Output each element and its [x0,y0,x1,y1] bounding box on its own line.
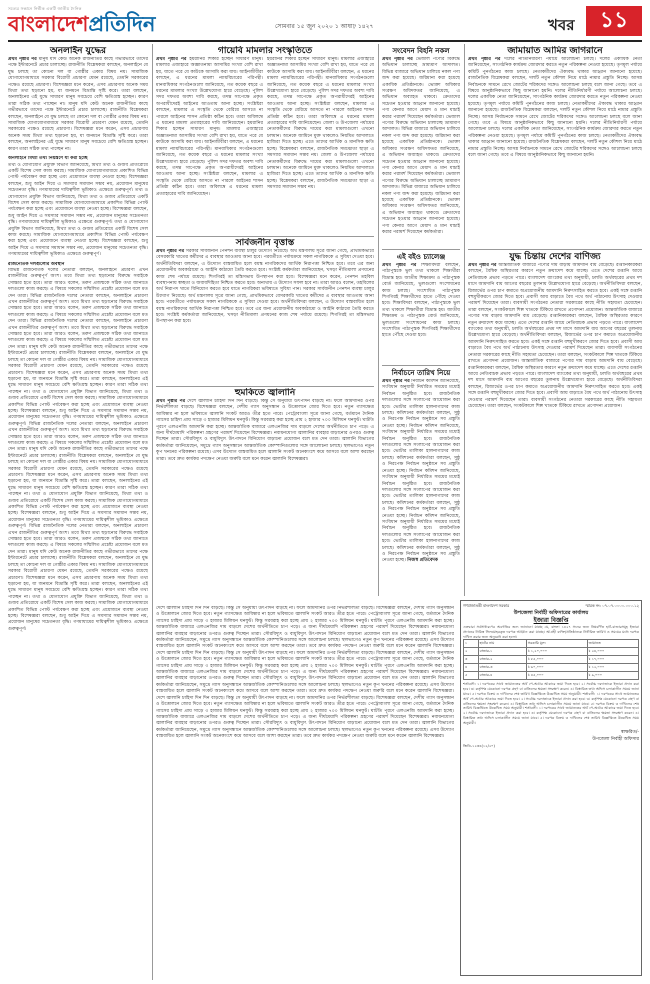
notice-table-row [464,672,639,680]
notice-table-cell: ৳ ৬০,০০০ [526,664,587,672]
government-notice-ad [460,600,642,976]
notice-table-cell: বাজার-২ [478,656,526,664]
notice-title: ইজারা বিজ্ঞপ্তি [533,617,569,624]
notice-table-row [464,664,639,672]
column-divider [152,44,153,980]
notice-table-cell: জামানত [587,640,638,648]
brand-part-b: প্রতিদিন [88,11,156,36]
notice-table-cell: বাজার-১ [478,648,526,656]
newspaper-logo[interactable] [8,13,155,35]
article-body: প্রথম পৃষ্ঠার পর মানুষ যদি কেউ অনেক রাজনীতির কাছে গভীরভাবে তাদের পক্ষে ইন্টারনেটে প্রচার চালাচ্ছে। রাজনীতি বিশ্লেষকরা বলছেন, অনলাইনে যে যুদ্ধ চলছে তা কোনো দল বা গোষ্ঠীর একার বিষয় নয়। সামাজিক যোগাযোগমাধ্যমে সরকার বিরোধী প্রচারণা যেমন রয়েছে, তেমনি সরকারের পক্ষেও রয়েছে প্রচারণা। বিশেষজ্ঞরা মনে করেন, এসব প্রচারণায় অনেক সময় মিথ্যা তথ্য ছড়ানো হয়, যা জনমনে বিভ্রান্তি সৃষ্টি করে। তারা বলছেন, অনলাইনের এই যুদ্ধে সাধারণ মানুষ সবচেয়ে বেশি ক্ষতিগ্রস্ত হচ্ছেন। কারণ তারা সঠিক তথ্য পাচ্ছেন না। মানুষ যদি কেউ অনেক রাজনীতির কাছে গভীরভাবে তাদের পক্ষে ইন্টারনেটে প্রচার চালাচ্ছে। রাজনীতি বিশ্লেষকরা বলছেন, অনলাইনে যে যুদ্ধ চলছে তা কোনো দল বা গোষ্ঠীর একার বিষয় নয়। সামাজিক যোগাযোগমাধ্যমে সরকার বিরোধী প্রচারণা যেমন রয়েছে, তেমনি সরকারের পক্ষেও রয়েছে প্রচারণা। বিশেষজ্ঞরা মনে করেন, এসব প্রচারণায় অনেক সময় মিথ্যা তথ্য ছড়ানো হয়, যা জনমনে বিভ্রান্তি সৃষ্টি করে। তারা বলছেন, অনলাইনের এই যুদ্ধে সাধারণ মানুষ সবচেয়ে বেশি ক্ষতিগ্রস্ত হচ্ছেন। কারণ তারা সঠিক তথ্য পাচ্ছেন না। [8,57,148,152]
notice-table-cell: ৳ ৯,০০০ [587,672,638,680]
column-divider [464,44,465,596]
notice-table-cell: ৳ ৪৫,০০০ [526,672,587,680]
notice-table-cell: ২ [464,648,479,656]
notice-table-cell: ৫ [464,672,479,680]
notice-table-cell: সরকারি মূল্য [526,640,587,648]
tagline: সত্যের সন্ধানে নির্ভীক একটি জাতীয় দৈনিক [8,6,82,11]
article-right [468,46,642,594]
notice-table-cell: ৳ ১২,০০০ [587,664,638,672]
article-body: প্রথম পৃষ্ঠার পর দেশে জ্বালানি চাহিদা দিন দিন বাড়ছে। কিন্তু সে অনুযায়ী উৎপাদন বাড়ছে না। ফলে আমদানির ওপর নির্ভরশীলতা বাড়ছে। বিশেষজ্ঞরা বলছেন, দেশীয় গ্যাস অনুসন্ধান ও উত্তোলনে জোর দিতে হবে। নতুন গ্যাসক্ষেত্র আবিষ্কার না হলে ভবিষ্যতে জ্বালানি সংকট আরও তীব্র হতে পারে। পেট্রোবাংলা সূত্রে জানা গেছে, বর্তমানে দৈনিক গ্যাসের চাহিদা প্রায় সাড়ে ৩ হাজার মিলিয়ন ঘনফুট। কিন্তু সরবরাহ করা হচ্ছে প্রায় ২ হাজার ৭০০ মিলিয়ন ঘনফুট। ঘাটতি পূরণে এলএনজি আমদানি করা হচ্ছে। আন্তর্জাতিক বাজারে এলএনজির দাম বাড়লে দেশের অর্থনীতিতে চাপ পড়ে। এ জন্য দীর্ঘমেয়াদি পরিকল্পনা গ্রহণের পরামর্শ দিয়েছেন বিশেষজ্ঞরা। নবায়নযোগ্য জ্বালানির ব্যবহার বাড়ানোর ওপরও গুরুত্ব দিচ্ছেন তারা। সৌরবিদ্যুৎ ও বায়ুবিদ্যুৎ উৎপাদনে বিনিয়োগ বাড়ানো প্রয়োজন বলে মত দেন তারা। জ্বালানি বিভাগের কর্মকর্তারা জানিয়েছেন, সমুদ্রে গ্যাস অনুসন্ধানে আন্তর্জাতিক কোম্পানিগুলোর সঙ্গে আলোচনা চলছে। স্থলভাগেও নতুন কূপ খননের পরিকল্পনা রয়েছে। এসব উদ্যোগ বাস্তবায়িত হলে জ্বালানি সংকট অনেকাংশে কমে আসবে বলে আশা করছেন তারা। তবে দ্রুত কার্যকর পদক্ষেপ নেওয়া জরুরি বলে মনে করেন জ্বালানি বিশেষজ্ঞরা। [156,399,374,462]
article-body: প্রথম পৃষ্ঠার পর সরকার সার্বজনীন পেনশন ব্যবস্থা চালুর উদ্যোগ নিয়েছে। অর্থ মন্ত্রণালয় সূত্রে জানা গেছে, প্রাথমিকভাবে বেসরকারি খাতের কর্মীদের এ ব্যবস্থার আওতায় আনা হবে। পরবর্তীতে পর্যায়ক্রমে সকল নাগরিককে এ সুবিধা দেওয়া হবে। অর্থনীতিবিদরা বলছেন, এ উদ্যোগ বাস্তবায়িত হলে বয়স্ক নাগরিকদের আর্থিক নিরাপত্তা নিশ্চিত হবে। তবে এর জন্য প্রয়োজনীয় অবকাঠামো ও আইনি কাঠামো তৈরি করতে হবে। সংশ্লিষ্ট কর্মকর্তারা জানিয়েছেন, খসড়া নীতিমালা প্রণয়নের কাজ শেষ পর্যায়ে রয়েছে। শিগগিরই তা মন্ত্রিসভায় উপস্থাপন করা হবে। বিশেষজ্ঞরা মনে করেন, পেনশন তহবিল ব্যবস্থাপনায় স্বচ্ছতা ও জবাবদিহিতা নিশ্চিত করতে হবে। অন্যথায় এ উদ্যোগ সফল হবে না। তারা আরও বলেন, তহবিলের অর্থ নিরাপদ খাতে বিনিয়োগ করতে হবে যাতে নাগরিকরা ভবিষ্যতে সুবিধা পান। সরকার সার্বজনীন পেনশন ব্যবস্থা চালুর উদ্যোগ নিয়েছে। অর্থ মন্ত্রণালয় সূত্রে জানা গেছে, প্রাথমিকভাবে বেসরকারি খাতের কর্মীদের এ ব্যবস্থার আওতায় আনা হবে। পরবর্তীতে পর্যায়ক্রমে সকল নাগরিককে এ সুবিধা দেওয়া হবে। অর্থনীতিবিদরা বলছেন, এ উদ্যোগ বাস্তবায়িত হলে বয়স্ক নাগরিকদের আর্থিক নিরাপত্তা নিশ্চিত হবে। তবে এর জন্য প্রয়োজনীয় অবকাঠামো ও আইনি কাঠামো তৈরি করতে হবে। সংশ্লিষ্ট কর্মকর্তারা জানিয়েছেন, খসড়া নীতিমালা প্রণয়নের কাজ শেষ পর্যায়ে রয়েছে। শিগগিরই তা মন্ত্রিসভায় উপস্থাপন করা হবে। [156,249,374,325]
article-body: তথ্য ও যোগাযোগ প্রযুক্তি বিভাগ জানিয়েছে, মিথ্যা তথ্য ও গুজব প্রতিরোধে একটি বিশেষ সেল কাজ করছে। সামাজিক যোগাযোগমাধ্যমে প্রকাশিত বিভিন্ন পোস্ট পর্যবেক্ষণ করা হচ্ছে এবং প্রয়োজনে ব্যবস্থা নেওয়া হচ্ছে। বিশেষজ্ঞরা বলছেন, শুধু আইন দিয়ে এ সমস্যার সমাধান সম্ভব নয়, প্রয়োজন মানুষের সচেতনতা বৃদ্ধি। গণমাধ্যমের দায়িত্বশীল ভূমিকাও এক্ষেত্রে গুরুত্বপূর্ণ। তথ্য ও যোগাযোগ প্রযুক্তি বিভাগ জানিয়েছে, মিথ্যা তথ্য ও গুজব প্রতিরোধে একটি বিশেষ সেল কাজ করছে। সামাজিক যোগাযোগমাধ্যমে প্রকাশিত বিভিন্ন পোস্ট পর্যবেক্ষণ করা হচ্ছে এবং প্রয়োজনে ব্যবস্থা নেওয়া হচ্ছে। বিশেষজ্ঞরা বলছেন, শুধু আইন দিয়ে এ সমস্যার সমাধান সম্ভব নয়, প্রয়োজন মানুষের সচেতনতা বৃদ্ধি। গণমাধ্যমের দায়িত্বশীল ভূমিকাও এক্ষেত্রে গুরুত্বপূর্ণ। তথ্য ও যোগাযোগ প্রযুক্তি বিভাগ জানিয়েছে, মিথ্যা তথ্য ও গুজব প্রতিরোধে একটি বিশেষ সেল কাজ করছে। সামাজিক যোগাযোগমাধ্যমে প্রকাশিত বিভিন্ন পোস্ট পর্যবেক্ষণ করা হচ্ছে এবং প্রয়োজনে ব্যবস্থা নেওয়া হচ্ছে। বিশেষজ্ঞরা বলছেন, শুধু আইন দিয়ে এ সমস্যার সমাধান সম্ভব নয়, প্রয়োজন মানুষের সচেতনতা বৃদ্ধি। গণমাধ্যমের দায়িত্বশীল ভূমিকাও এক্ষেত্রে গুরুত্বপূর্ণ। [8,162,148,258]
article-body: হয়রানির শিকার হচ্ছেন সাধারণ মানুষ। মামলার এজাহারে অজ্ঞাতনামা আসামির সংখ্যা বেশি রাখা হয়, যাতে পরে যে কাউকে আসামি করা যায়। আইনজীবীরা বলছেন, এ ধরনের মামলা ন্যায়বিচারের পরিপন্থী। মানবাধিকার সংগঠনগুলো জানিয়েছে, গত কয়েক বছরে এ ধরনের মামলার সংখ্যা উল্লেখযোগ্য হারে বেড়েছে। পুলিশ সদর দফতর অবশ্য দাবি করছে, তদন্ত সাপেক্ষে প্রকৃত অপরাধীদেরই আইনের আওতায় আনা হচ্ছে। সংশ্লিষ্টরা বলছেন, মামলার এ সংস্কৃতি থেকে বেরিয়ে আসতে না পারলে আইনের শাসন প্রতিষ্ঠা কঠিন হবে। তারা অবিলম্বে এ ধরনের মামলা প্রত্যাহারের দাবি জানিয়েছেন। জেলা ও উপজেলা পর্যায়ের নেতাকর্মীদের বিরুদ্ধে দায়ের করা মামলাগুলো এখনো চলমান। অনেকে জামিনে মুক্ত থাকলেও নিয়মিত আদালতে হাজিরা দিতে হচ্ছে। এতে তাদের আর্থিক ও মানসিক ক্ষতি হচ্ছে। বিশ্লেষকরা বলছেন, রাজনৈতিক সমঝোতা ছাড়া এ সমস্যার সমাধান সম্ভব নয়। জেলা ও উপজেলা পর্যায়ের নেতাকর্মীদের বিরুদ্ধে দায়ের করা মামলাগুলো এখনো চলমান। অনেকে জামিনে মুক্ত থাকলেও নিয়মিত আদালতে হাজিরা দিতে হচ্ছে। এতে তাদের আর্থিক ও মানসিক ক্ষতি হচ্ছে। বিশ্লেষকরা বলছেন, রাজনৈতিক সমঝোতা ছাড়া এ সমস্যার সমাধান সম্ভব নয়। [267,57,374,191]
article-left [8,46,148,978]
notice-table-cell: ৳ ১৭,০০০ [587,656,638,664]
section-divider [156,386,374,387]
article-mid-top [156,46,374,236]
article-subhead: অনলাইনে মিথ্যা তথ্য নিয়ন্ত্রণে যা করা হচ্ছে [8,156,88,162]
section-divider [468,249,642,250]
notice-table-cell: ৩ [464,656,479,664]
section-divider [382,365,460,366]
article-title[interactable]: হুমকিতে জ্বালানি [234,388,296,398]
notice-header-right: স্মারক নং: ০৭.০৭.০০০০.০০০.১২ [585,603,639,608]
notice-table [463,639,639,680]
article-body: প্রথম পৃষ্ঠার পর দলের নীতিনির্ধারণী পর্যায়ে আলোচনা চলছে। দলের একাধিক নেতা জানিয়েছেন, সাংগঠনিক কার্যক্রম জোরদার করতে নতুন পরিকল্পনা নেওয়া হয়েছে। তৃণমূল পর্যায়ে কমিটি পুনর্গঠনের কাজ চলছে। নেতাকর্মীদের ঐক্যবদ্ধ থাকার আহ্বান জানানো হয়েছে। রাজনৈতিক বিশ্লেষকরা বলছেন, দলটি নতুন কৌশল নিয়ে মাঠে নামার প্রস্তুতি নিচ্ছে। আসন্ন নির্বাচনকে সামনে রেখে জোটের শরিকদের সঙ্গেও আলোচনা চলছে বলে জানা গেছে। তবে এ বিষয়ে আনুষ্ঠানিকভাবে কিছু জানানো হয়নি। দলের নীতিনির্ধারণী পর্যায়ে আলোচনা চলছে। দলের একাধিক নেতা জানিয়েছেন, সাংগঠনিক কার্যক্রম জোরদার করতে নতুন পরিকল্পনা নেওয়া হয়েছে। তৃণমূল পর্যায়ে কমিটি পুনর্গঠনের কাজ চলছে। নেতাকর্মীদের ঐক্যবদ্ধ থাকার আহ্বান জানানো হয়েছে। রাজনৈতিক বিশ্লেষকরা বলছেন, দলটি নতুন কৌশল নিয়ে মাঠে নামার প্রস্তুতি নিচ্ছে। আসন্ন নির্বাচনকে সামনে রেখে জোটের শরিকদের সঙ্গেও আলোচনা চলছে বলে জানা গেছে। তবে এ বিষয়ে আনুষ্ঠানিকভাবে কিছু জানানো হয়নি। দলের নীতিনির্ধারণী পর্যায়ে আলোচনা চলছে। দলের একাধিক নেতা জানিয়েছেন, সাংগঠনিক কার্যক্রম জোরদার করতে নতুন পরিকল্পনা নেওয়া হয়েছে। তৃণমূল পর্যায়ে কমিটি পুনর্গঠনের কাজ চলছে। নেতাকর্মীদের ঐক্যবদ্ধ থাকার আহ্বান জানানো হয়েছে। রাজনৈতিক বিশ্লেষকরা বলছেন, দলটি নতুন কৌশল নিয়ে মাঠে নামার প্রস্তুতি নিচ্ছে। আসন্ন নির্বাচনকে সামনে রেখে জোটের শরিকদের সঙ্গেও আলোচনা চলছে বলে জানা গেছে। তবে এ বিষয়ে আনুষ্ঠানিকভাবে কিছু জানানো হয়নি। [468,57,642,159]
notice-org: উপজেলা নির্বাহী অফিসারের কার্যালয় [513,610,589,616]
notice-table-cell: হাটের নাম [478,640,526,648]
article-title[interactable]: সংবেদন বিহনি নকল [392,47,450,55]
notice-table-cell: ৳ ২৪,০০০ [587,648,638,656]
article-title[interactable]: জামায়াত আমির জাগরানে [507,46,603,56]
article-mid-mid [156,238,374,386]
article-title[interactable]: নির্বাচনে তারিখ নিয়ে [391,369,451,377]
notice-intro: এতদ্বারা সর্বসাধারণের অবগতির জন্য জানানো যাচ্ছে যে, বাংলা ১৪২৭ সনের জন্য নিম্নবর্ণিত হাট-বাজারসমূহ ইজারা প্রদানের নিমিত্ত সিলমোহরকৃত দরপত্র আহ্বান করা যাচ্ছে। আগ্রহী ব্যক্তি/প্রতিষ্ঠানকে নির্ধারিত তারিখ ও সময়ের মধ্যে দরপত্র দাখিল করার জন্য অনুরোধ করা হলো। [463,625,639,639]
article-body: প্রথম পৃষ্ঠার পর শিক্ষাবিদরা বলছেন, পাঠ্যপুস্তকে ভুল তথ্য থাকলে শিক্ষার্থীরা বিভ্রান্ত হয়। জাতীয় শিক্ষাক্রম ও পাঠ্যপুস্তক বোর্ড জানিয়েছে, ভুলগুলো সংশোধনের কাজ চলছে। সংশোধিত পাঠ্যপুস্তক শিগগিরই শিক্ষার্থীদের হাতে পৌঁছে দেওয়া হবে। শিক্ষাবিদরা বলছেন, পাঠ্যপুস্তকে ভুল তথ্য থাকলে শিক্ষার্থীরা বিভ্রান্ত হয়। জাতীয় শিক্ষাক্রম ও পাঠ্যপুস্তক বোর্ড জানিয়েছে, ভুলগুলো সংশোধনের কাজ চলছে। সংশোধিত পাঠ্যপুস্তক শিগগিরই শিক্ষার্থীদের হাতে পৌঁছে দেওয়া হবে। [382,263,460,339]
section-divider [156,236,374,237]
page-number: ১১ [586,6,642,36]
notice-ad-number: জিডি-১২৩৪(১২/২০) [463,743,495,748]
section-name: খবর [548,16,575,34]
article-body: বিভিন্ন রাজনৈতিক দলের নেতারা বলছেন, অনলাইনে প্রচারণা এখন রাজনীতির গুরুত্বপূর্ণ অংশ। তবে মিথ্যা তথ্য ছড়ানোর বিরুদ্ধে সবাইকে সোচ্চার হতে হবে। তারা আরও বলেন, তরুণ প্রজন্মকে সঠিক তথ্য জানাতে দলগুলো কাজ করছে। এ বিষয়ে সকলের সম্মিলিত প্রচেষ্টা প্রয়োজন বলে মত দেন তারা। বিভিন্ন রাজনৈতিক দলের নেতারা বলছেন, অনলাইনে প্রচারণা এখন রাজনীতির গুরুত্বপূর্ণ অংশ। তবে মিথ্যা তথ্য ছড়ানোর বিরুদ্ধে সবাইকে সোচ্চার হতে হবে। তারা আরও বলেন, তরুণ প্রজন্মকে সঠিক তথ্য জানাতে দলগুলো কাজ করছে। এ বিষয়ে সকলের সম্মিলিত প্রচেষ্টা প্রয়োজন বলে মত দেন তারা। বিভিন্ন রাজনৈতিক দলের নেতারা বলছেন, অনলাইনে প্রচারণা এখন রাজনীতির গুরুত্বপূর্ণ অংশ। তবে মিথ্যা তথ্য ছড়ানোর বিরুদ্ধে সবাইকে সোচ্চার হতে হবে। তারা আরও বলেন, তরুণ প্রজন্মকে সঠিক তথ্য জানাতে দলগুলো কাজ করছে। এ বিষয়ে সকলের সম্মিলিত প্রচেষ্টা প্রয়োজন বলে মত দেন তারা। মানুষ যদি কেউ অনেক রাজনীতির কাছে গভীরভাবে তাদের পক্ষে ইন্টারনেটে প্রচার চালাচ্ছে। রাজনীতি বিশ্লেষকরা বলছেন, অনলাইনে যে যুদ্ধ চলছে তা কোনো দল বা গোষ্ঠীর একার বিষয় নয়। সামাজিক যোগাযোগমাধ্যমে সরকার বিরোধী প্রচারণা যেমন রয়েছে, তেমনি সরকারের পক্ষেও রয়েছে প্রচারণা। বিশেষজ্ঞরা মনে করেন, এসব প্রচারণায় অনেক সময় মিথ্যা তথ্য ছড়ানো হয়, যা জনমনে বিভ্রান্তি সৃষ্টি করে। তারা বলছেন, অনলাইনের এই যুদ্ধে সাধারণ মানুষ সবচেয়ে বেশি ক্ষতিগ্রস্ত হচ্ছেন। কারণ তারা সঠিক তথ্য পাচ্ছেন না। তথ্য ও যোগাযোগ প্রযুক্তি বিভাগ জানিয়েছে, মিথ্যা তথ্য ও গুজব প্রতিরোধে একটি বিশেষ সেল কাজ করছে। সামাজিক যোগাযোগমাধ্যমে প্রকাশিত বিভিন্ন পোস্ট পর্যবেক্ষণ করা হচ্ছে এবং প্রয়োজনে ব্যবস্থা নেওয়া হচ্ছে। বিশেষজ্ঞরা বলছেন, শুধু আইন দিয়ে এ সমস্যার সমাধান সম্ভব নয়, প্রয়োজন মানুষের সচেতনতা বৃদ্ধি। গণমাধ্যমের দায়িত্বশীল ভূমিকাও এক্ষেত্রে গুরুত্বপূর্ণ। বিভিন্ন রাজনৈতিক দলের নেতারা বলছেন, অনলাইনে প্রচারণা এখন রাজনীতির গুরুত্বপূর্ণ অংশ। তবে মিথ্যা তথ্য ছড়ানোর বিরুদ্ধে সবাইকে সোচ্চার হতে হবে। তারা আরও বলেন, তরুণ প্রজন্মকে সঠিক তথ্য জানাতে দলগুলো কাজ করছে। এ বিষয়ে সকলের সম্মিলিত প্রচেষ্টা প্রয়োজন বলে মত দেন তারা। মানুষ যদি কেউ অনেক রাজনীতির কাছে গভীরভাবে তাদের পক্ষে ইন্টারনেটে প্রচার চালাচ্ছে। রাজনীতি বিশ্লেষকরা বলছেন, অনলাইনে যে যুদ্ধ চলছে তা কোনো দল বা গোষ্ঠীর একার বিষয় নয়। সামাজিক যোগাযোগমাধ্যমে সরকার বিরোধী প্রচারণা যেমন রয়েছে, তেমনি সরকারের পক্ষেও রয়েছে প্রচারণা। বিশেষজ্ঞরা মনে করেন, এসব প্রচারণায় অনেক সময় মিথ্যা তথ্য ছড়ানো হয়, যা জনমনে বিভ্রান্তি সৃষ্টি করে। তারা বলছেন, অনলাইনের এই যুদ্ধে সাধারণ মানুষ সবচেয়ে বেশি ক্ষতিগ্রস্ত হচ্ছেন। কারণ তারা সঠিক তথ্য পাচ্ছেন না। তথ্য ও যোগাযোগ প্রযুক্তি বিভাগ জানিয়েছে, মিথ্যা তথ্য ও গুজব প্রতিরোধে একটি বিশেষ সেল কাজ করছে। সামাজিক যোগাযোগমাধ্যমে প্রকাশিত বিভিন্ন পোস্ট পর্যবেক্ষণ করা হচ্ছে এবং প্রয়োজনে ব্যবস্থা নেওয়া হচ্ছে। বিশেষজ্ঞরা বলছেন, শুধু আইন দিয়ে এ সমস্যার সমাধান সম্ভব নয়, প্রয়োজন মানুষের সচেতনতা বৃদ্ধি। গণমাধ্যমের দায়িত্বশীল ভূমিকাও এক্ষেত্রে গুরুত্বপূর্ণ। বিভিন্ন রাজনৈতিক দলের নেতারা বলছেন, অনলাইনে প্রচারণা এখন রাজনীতির গুরুত্বপূর্ণ অংশ। তবে মিথ্যা তথ্য ছড়ানোর বিরুদ্ধে সবাইকে সোচ্চার হতে হবে। তারা আরও বলেন, তরুণ প্রজন্মকে সঠিক তথ্য জানাতে দলগুলো কাজ করছে। এ বিষয়ে সকলের সম্মিলিত প্রচেষ্টা প্রয়োজন বলে মত দেন তারা। মানুষ যদি কেউ অনেক রাজনীতির কাছে গভীরভাবে তাদের পক্ষে ইন্টারনেটে প্রচার চালাচ্ছে। রাজনীতি বিশ্লেষকরা বলছেন, অনলাইনে যে যুদ্ধ চলছে তা কোনো দল বা গোষ্ঠীর একার বিষয় নয়। সামাজিক যোগাযোগমাধ্যমে সরকার বিরোধী প্রচারণা যেমন রয়েছে, তেমনি সরকারের পক্ষেও রয়েছে প্রচারণা। বিশেষজ্ঞরা মনে করেন, এসব প্রচারণায় অনেক সময় মিথ্যা তথ্য ছড়ানো হয়, যা জনমনে বিভ্রান্তি সৃষ্টি করে। তারা বলছেন, অনলাইনের এই যুদ্ধে সাধারণ মানুষ সবচেয়ে বেশি ক্ষতিগ্রস্ত হচ্ছেন। কারণ তারা সঠিক তথ্য পাচ্ছেন না। তথ্য ও যোগাযোগ প্রযুক্তি বিভাগ জানিয়েছে, মিথ্যা তথ্য ও গুজব প্রতিরোধে একটি বিশেষ সেল কাজ করছে। সামাজিক যোগাযোগমাধ্যমে প্রকাশিত বিভিন্ন পোস্ট পর্যবেক্ষণ করা হচ্ছে এবং প্রয়োজনে ব্যবস্থা নেওয়া হচ্ছে। বিশেষজ্ঞরা বলছেন, শুধু আইন দিয়ে এ সমস্যার সমাধান সম্ভব নয়, প্রয়োজন মানুষের সচেতনতা বৃদ্ধি। গণমাধ্যমের দায়িত্বশীল ভূমিকাও এক্ষেত্রে গুরুত্বপূর্ণ। [8,268,148,632]
notice-table-cell: ৳ ৮৫,০০০ [526,656,587,664]
article-title[interactable]: যুদ্ধ চিন্তায় দেশের বাণিজ্য [509,252,601,262]
article-body: প্রথম পৃষ্ঠার পর আন্তর্জাতিক বাজারে পণ্যের দাম বাড়ায় আমদানি ব্যয় বেড়েছে। রপ্তানিকারকরা বলছেন, বৈশ্বিক অস্থিরতার কারণে নতুন ক্রয়াদেশ কমে যাচ্ছে। এতে দেশের রপ্তানি আয়ে নেতিবাচক প্রভাব পড়তে পারে। বাংলাদেশ ব্যাংকের তথ্য অনুযায়ী, চলতি অর্থবছরের প্রথম দশ মাসে আমদানি ব্যয় আগের বছরের তুলনায় উল্লেখযোগ্য হারে বেড়েছে। অর্থনীতিবিদরা বলছেন, রিজার্ভের ওপর চাপ কমাতে অপ্রয়োজনীয় আমদানি নিরুৎসাহিত করতে হবে। একই সঙ্গে রপ্তানি বহুমুখীকরণে জোর দিতে হবে। প্রবাসী আয় বাড়াতে বৈধ পথে অর্থ পাঠানোয় উৎসাহ দেওয়ার পরামর্শ দিয়েছেন তারা। ব্যবসায়ী সংগঠনের নেতারা সরকারের কাছে নীতি সহায়তা চেয়েছেন। তারা বলছেন, সংকটকালে শিল্প খাতকে টিকিয়ে রাখতে প্রণোদনা প্রয়োজন। আন্তর্জাতিক বাজারে পণ্যের দাম বাড়ায় আমদানি ব্যয় বেড়েছে। রপ্তানিকারকরা বলছেন, বৈশ্বিক অস্থিরতার কারণে নতুন ক্রয়াদেশ কমে যাচ্ছে। এতে দেশের রপ্তানি আয়ে নেতিবাচক প্রভাব পড়তে পারে। বাংলাদেশ ব্যাংকের তথ্য অনুযায়ী, চলতি অর্থবছরের প্রথম দশ মাসে আমদানি ব্যয় আগের বছরের তুলনায় উল্লেখযোগ্য হারে বেড়েছে। অর্থনীতিবিদরা বলছেন, রিজার্ভের ওপর চাপ কমাতে অপ্রয়োজনীয় আমদানি নিরুৎসাহিত করতে হবে। একই সঙ্গে রপ্তানি বহুমুখীকরণে জোর দিতে হবে। প্রবাসী আয় বাড়াতে বৈধ পথে অর্থ পাঠানোয় উৎসাহ দেওয়ার পরামর্শ দিয়েছেন তারা। ব্যবসায়ী সংগঠনের নেতারা সরকারের কাছে নীতি সহায়তা চেয়েছেন। তারা বলছেন, সংকটকালে শিল্প খাতকে টিকিয়ে রাখতে প্রণোদনা প্রয়োজন। আন্তর্জাতিক বাজারে পণ্যের দাম বাড়ায় আমদানি ব্যয় বেড়েছে। রপ্তানিকারকরা বলছেন, বৈশ্বিক অস্থিরতার কারণে নতুন ক্রয়াদেশ কমে যাচ্ছে। এতে দেশের রপ্তানি আয়ে নেতিবাচক প্রভাব পড়তে পারে। বাংলাদেশ ব্যাংকের তথ্য অনুযায়ী, চলতি অর্থবছরের প্রথম দশ মাসে আমদানি ব্যয় আগের বছরের তুলনায় উল্লেখযোগ্য হারে বেড়েছে। অর্থনীতিবিদরা বলছেন, রিজার্ভের ওপর চাপ কমাতে অপ্রয়োজনীয় আমদানি নিরুৎসাহিত করতে হবে। একই সঙ্গে রপ্তানি বহুমুখীকরণে জোর দিতে হবে। প্রবাসী আয় বাড়াতে বৈধ পথে অর্থ পাঠানোয় উৎসাহ দেওয়ার পরামর্শ দিয়েছেন তারা। ব্যবসায়ী সংগঠনের নেতারা সরকারের কাছে নীতি সহায়তা চেয়েছেন। তারা বলছেন, সংকটকালে শিল্প খাতকে টিকিয়ে রাখতে প্রণোদনা প্রয়োজন। [468,263,642,409]
article-title[interactable]: গায়েবি মামলার সংস্কৃতিতে [217,46,313,56]
notice-signature: স্বাক্ষরিত/- উপজেলা নির্বাহী অফিসার [592,729,639,742]
article-lead: প্রথম পৃষ্ঠার পর [8,57,37,62]
dateline: সোমবার ১৫ জুন ২০২০ ১ আষাঢ় ১৪২৭ [275,23,374,30]
article-body: প্রথম পৃষ্ঠার পর নির্বাচন কমিশন জানিয়েছে, সংবিধান অনুযায়ী নির্ধারিত সময়ের মধ্যেই নির্বাচন অনুষ্ঠিত হবে। রাজনৈতিক দলগুলোর সঙ্গে সংলাপের আয়োজন করা হবে। ভোটার তালিকা হালনাগাদের কাজ চলছে। কমিশনের কর্মকর্তারা বলছেন, সুষ্ঠু ও নিরপেক্ষ নির্বাচন অনুষ্ঠানে সব প্রস্তুতি নেওয়া হচ্ছে। নির্বাচন কমিশন জানিয়েছে, সংবিধান অনুযায়ী নির্ধারিত সময়ের মধ্যেই নির্বাচন অনুষ্ঠিত হবে। রাজনৈতিক দলগুলোর সঙ্গে সংলাপের আয়োজন করা হবে। ভোটার তালিকা হালনাগাদের কাজ চলছে। কমিশনের কর্মকর্তারা বলছেন, সুষ্ঠু ও নিরপেক্ষ নির্বাচন অনুষ্ঠানে সব প্রস্তুতি নেওয়া হচ্ছে। নির্বাচন কমিশন জানিয়েছে, সংবিধান অনুযায়ী নির্ধারিত সময়ের মধ্যেই নির্বাচন অনুষ্ঠিত হবে। রাজনৈতিক দলগুলোর সঙ্গে সংলাপের আয়োজন করা হবে। ভোটার তালিকা হালনাগাদের কাজ চলছে। কমিশনের কর্মকর্তারা বলছেন, সুষ্ঠু ও নিরপেক্ষ নির্বাচন অনুষ্ঠানে সব প্রস্তুতি নেওয়া হচ্ছে। নির্বাচন কমিশন জানিয়েছে, সংবিধান অনুযায়ী নির্ধারিত সময়ের মধ্যেই নির্বাচন অনুষ্ঠিত হবে। রাজনৈতিক দলগুলোর সঙ্গে সংলাপের আয়োজন করা হবে। ভোটার তালিকা হালনাগাদের কাজ চলছে। কমিশনের কর্মকর্তারা বলছেন, সুষ্ঠু ও নিরপেক্ষ নির্বাচন অনুষ্ঠানে সব প্রস্তুতি নেওয়া হচ্ছে। নিজস্ব প্রতিবেদক [382,379,460,564]
article-body: দেশে জ্বালানি চাহিদা দিন দিন বাড়ছে। কিন্তু সে অনুযায়ী উৎপাদন বাড়ছে না। ফলে আমদানির ওপর নির্ভরশীলতা বাড়ছে। বিশেষজ্ঞরা বলছেন, দেশীয় গ্যাস অনুসন্ধান ও উত্তোলনে জোর দিতে হবে। নতুন গ্যাসক্ষেত্র আবিষ্কার না হলে ভবিষ্যতে জ্বালানি সংকট আরও তীব্র হতে পারে। পেট্রোবাংলা সূত্রে জানা গেছে, বর্তমানে দৈনিক গ্যাসের চাহিদা প্রায় সাড়ে ৩ হাজার মিলিয়ন ঘনফুট। কিন্তু সরবরাহ করা হচ্ছে প্রায় ২ হাজার ৭০০ মিলিয়ন ঘনফুট। ঘাটতি পূরণে এলএনজি আমদানি করা হচ্ছে। আন্তর্জাতিক বাজারে এলএনজির দাম বাড়লে দেশের অর্থনীতিতে চাপ পড়ে। এ জন্য দীর্ঘমেয়াদি পরিকল্পনা গ্রহণের পরামর্শ দিয়েছেন বিশেষজ্ঞরা। নবায়নযোগ্য জ্বালানির ব্যবহার বাড়ানোর ওপরও গুরুত্ব দিচ্ছেন তারা। সৌরবিদ্যুৎ ও বায়ুবিদ্যুৎ উৎপাদনে বিনিয়োগ বাড়ানো প্রয়োজন বলে মত দেন তারা। জ্বালানি বিভাগের কর্মকর্তারা জানিয়েছেন, সমুদ্রে গ্যাস অনুসন্ধানে আন্তর্জাতিক কোম্পানিগুলোর সঙ্গে আলোচনা চলছে। স্থলভাগেও নতুন কূপ খননের পরিকল্পনা রয়েছে। এসব উদ্যোগ বাস্তবায়িত হলে জ্বালানি সংকট অনেকাংশে কমে আসবে বলে আশা করছেন তারা। তবে দ্রুত কার্যকর পদক্ষেপ নেওয়া জরুরি বলে মনে করেন জ্বালানি বিশেষজ্ঞরা। দেশে জ্বালানি চাহিদা দিন দিন বাড়ছে। কিন্তু সে অনুযায়ী উৎপাদন বাড়ছে না। ফলে আমদানির ওপর নির্ভরশীলতা বাড়ছে। বিশেষজ্ঞরা বলছেন, দেশীয় গ্যাস অনুসন্ধান ও উত্তোলনে জোর দিতে হবে। নতুন গ্যাসক্ষেত্র আবিষ্কার না হলে ভবিষ্যতে জ্বালানি সংকট আরও তীব্র হতে পারে। পেট্রোবাংলা সূত্রে জানা গেছে, বর্তমানে দৈনিক গ্যাসের চাহিদা প্রায় সাড়ে ৩ হাজার মিলিয়ন ঘনফুট। কিন্তু সরবরাহ করা হচ্ছে প্রায় ২ হাজার ৭০০ মিলিয়ন ঘনফুট। ঘাটতি পূরণে এলএনজি আমদানি করা হচ্ছে। আন্তর্জাতিক বাজারে এলএনজির দাম বাড়লে দেশের অর্থনীতিতে চাপ পড়ে। এ জন্য দীর্ঘমেয়াদি পরিকল্পনা গ্রহণের পরামর্শ দিয়েছেন বিশেষজ্ঞরা। নবায়নযোগ্য জ্বালানির ব্যবহার বাড়ানোর ওপরও গুরুত্ব দিচ্ছেন তারা। সৌরবিদ্যুৎ ও বায়ুবিদ্যুৎ উৎপাদনে বিনিয়োগ বাড়ানো প্রয়োজন বলে মত দেন তারা। জ্বালানি বিভাগের কর্মকর্তারা জানিয়েছেন, সমুদ্রে গ্যাস অনুসন্ধানে আন্তর্জাতিক কোম্পানিগুলোর সঙ্গে আলোচনা চলছে। স্থলভাগেও নতুন কূপ খননের পরিকল্পনা রয়েছে। এসব উদ্যোগ বাস্তবায়িত হলে জ্বালানি সংকট অনেকাংশে কমে আসবে বলে আশা করছেন তারা। তবে দ্রুত কার্যকর পদক্ষেপ নেওয়া জরুরি বলে মনে করেন জ্বালানি বিশেষজ্ঞরা। দেশে জ্বালানি চাহিদা দিন দিন বাড়ছে। কিন্তু সে অনুযায়ী উৎপাদন বাড়ছে না। ফলে আমদানির ওপর নির্ভরশীলতা বাড়ছে। বিশেষজ্ঞরা বলছেন, দেশীয় গ্যাস অনুসন্ধান ও উত্তোলনে জোর দিতে হবে। নতুন গ্যাসক্ষেত্র আবিষ্কার না হলে ভবিষ্যতে জ্বালানি সংকট আরও তীব্র হতে পারে। পেট্রোবাংলা সূত্রে জানা গেছে, বর্তমানে দৈনিক গ্যাসের চাহিদা প্রায় সাড়ে ৩ হাজার মিলিয়ন ঘনফুট। কিন্তু সরবরাহ করা হচ্ছে প্রায় ২ হাজার ৭০০ মিলিয়ন ঘনফুট। ঘাটতি পূরণে এলএনজি আমদানি করা হচ্ছে। আন্তর্জাতিক বাজারে এলএনজির দাম বাড়লে দেশের অর্থনীতিতে চাপ পড়ে। এ জন্য দীর্ঘমেয়াদি পরিকল্পনা গ্রহণের পরামর্শ দিয়েছেন বিশেষজ্ঞরা। নবায়নযোগ্য জ্বালানির ব্যবহার বাড়ানোর ওপরও গুরুত্ব দিচ্ছেন তারা। সৌরবিদ্যুৎ ও বায়ুবিদ্যুৎ উৎপাদনে বিনিয়োগ বাড়ানো প্রয়োজন বলে মত দেন তারা। জ্বালানি বিভাগের কর্মকর্তারা জানিয়েছেন, সমুদ্রে গ্যাস অনুসন্ধানে আন্তর্জাতিক কোম্পানিগুলোর সঙ্গে আলোচনা চলছে। স্থলভাগেও নতুন কূপ খননের পরিকল্পনা রয়েছে। এসব উদ্যোগ বাস্তবায়িত হলে জ্বালানি সংকট অনেকাংশে কমে আসবে বলে আশা করছেন তারা। তবে দ্রুত কার্যকর পদক্ষেপ নেওয়া জরুরি বলে মনে করেন জ্বালানি বিশেষজ্ঞরা। [156,606,454,740]
article-credit: নিজস্ব প্রতিবেদক [407,558,438,564]
section-divider [382,249,460,250]
notice-table-cell: ৳ ১,২০,০০০ [526,648,587,656]
notice-table-row [464,648,639,656]
notice-table-cell: বাজার-৪ [478,672,526,680]
article-narrow [382,46,460,594]
page-header [0,0,650,40]
notice-table-cell: ১ [464,640,479,648]
header-rule [8,40,642,42]
notice-table-row [464,656,639,664]
notice-table-row [464,640,639,648]
article-title[interactable]: অনলাইন যুদ্ধের [49,46,107,56]
brand-part-a: বাংলাদেশ [8,11,89,36]
notice-header-left: গণপ্রজাতন্ত্রী বাংলাদেশ সরকার [463,603,510,608]
article-body: প্রথম পৃষ্ঠার পর হয়রানির শিকার হচ্ছেন সাধারণ মানুষ। মামলার এজাহারে অজ্ঞাতনামা আসামির সংখ্যা বেশি রাখা হয়, যাতে পরে যে কাউকে আসামি করা যায়। আইনজীবীরা বলছেন, এ ধরনের মামলা ন্যায়বিচারের পরিপন্থী। মানবাধিকার সংগঠনগুলো জানিয়েছে, গত কয়েক বছরে এ ধরনের মামলার সংখ্যা উল্লেখযোগ্য হারে বেড়েছে। পুলিশ সদর দফতর অবশ্য দাবি করছে, তদন্ত সাপেক্ষে প্রকৃত অপরাধীদেরই আইনের আওতায় আনা হচ্ছে। সংশ্লিষ্টরা বলছেন, মামলার এ সংস্কৃতি থেকে বেরিয়ে আসতে না পারলে আইনের শাসন প্রতিষ্ঠা কঠিন হবে। তারা অবিলম্বে এ ধরনের মামলা প্রত্যাহারের দাবি জানিয়েছেন। হয়রানির শিকার হচ্ছেন সাধারণ মানুষ। মামলার এজাহারে অজ্ঞাতনামা আসামির সংখ্যা বেশি রাখা হয়, যাতে পরে যে কাউকে আসামি করা যায়। আইনজীবীরা বলছেন, এ ধরনের মামলা ন্যায়বিচারের পরিপন্থী। মানবাধিকার সংগঠনগুলো জানিয়েছে, গত কয়েক বছরে এ ধরনের মামলার সংখ্যা উল্লেখযোগ্য হারে বেড়েছে। পুলিশ সদর দফতর অবশ্য দাবি করছে, তদন্ত সাপেক্ষে প্রকৃত অপরাধীদেরই আইনের আওতায় আনা হচ্ছে। সংশ্লিষ্টরা বলছেন, মামলার এ সংস্কৃতি থেকে বেরিয়ে আসতে না পারলে আইনের শাসন প্রতিষ্ঠা কঠিন হবে। তারা অবিলম্বে এ ধরনের মামলা প্রত্যাহারের দাবি জানিয়েছেন। [156,57,263,197]
notice-terms: শর্তাবলী: ১। দরপত্রের সাথে জামানতের অর্থ পে-অর্ডার আকারে জমা দিতে হবে। ২। সর্বোচ্চ দরদাতাকে ইজারা প্রদান করা হবে। ৩। কর্তৃপক্ষ যেকোনো দরপত্র গ্রহণ বা বাতিলের ক্ষমতা সংরক্ষণ করেন। ৪। বিস্তারিত তথ্য অফিস চলাকালীন সময়ে জানা যাবে। ৫। দরপত্র বিক্রয় ও দাখিলের শেষ তারিখ বিজ্ঞপ্তিতে উল্লেখিত সময় অনুযায়ী। শর্তাবলী: ১। দরপত্রের সাথে জামানতের অর্থ পে-অর্ডার আকারে জমা দিতে হবে। ২। সর্বোচ্চ দরদাতাকে ইজারা প্রদান করা হবে। ৩। কর্তৃপক্ষ যেকোনো দরপত্র গ্রহণ বা বাতিলের ক্ষমতা সংরক্ষণ করেন। ৪। বিস্তারিত তথ্য অফিস চলাকালীন সময়ে জানা যাবে। ৫। দরপত্র বিক্রয় ও দাখিলের শেষ তারিখ বিজ্ঞপ্তিতে উল্লেখিত সময় অনুযায়ী। শর্তাবলী: ১। দরপত্রের সাথে জামানতের অর্থ পে-অর্ডার আকারে জমা দিতে হবে। ২। সর্বোচ্চ দরদাতাকে ইজারা প্রদান করা হবে। ৩। কর্তৃপক্ষ যেকোনো দরপত্র গ্রহণ বা বাতিলের ক্ষমতা সংরক্ষণ করেন। ৪। বিস্তারিত তথ্য অফিস চলাকালীন সময়ে জানা যাবে। ৫। দরপত্র বিক্রয় ও দাখিলের শেষ তারিখ বিজ্ঞপ্তিতে উল্লেখিত সময় অনুযায়ী। [463,682,639,725]
article-subhead: রাজনৈতিক দলগুলোর অবস্থান [8,261,65,267]
article-title[interactable]: সার্বজনীন বৃত্তাস্ত [235,238,295,248]
notice-table-cell: ৪ [464,664,479,672]
article-body: প্রথম পৃষ্ঠার পর ভেজাল পণ্যের বিরুদ্ধে অভিযান চালাচ্ছে ভ্রাম্যমাণ আদালত। বিভিন্ন বাজারে অভিযান চালিয়ে নকল পণ্য জব্দ করা হয়েছে। জরিমানা করা হয়েছে একাধিক প্রতিষ্ঠানকে। ভোক্তা অধিকার সংরক্ষণ অধিদফতর জানিয়েছে, এ অভিযান অব্যাহত থাকবে। ক্রেতাদের সচেতন হওয়ার আহ্বান জানানো হয়েছে। পণ্য কেনার আগে মেয়াদ ও মান যাচাই করার পরামর্শ দিয়েছেন কর্মকর্তারা। ভেজাল পণ্যের বিরুদ্ধে অভিযান চালাচ্ছে ভ্রাম্যমাণ আদালত। বিভিন্ন বাজারে অভিযান চালিয়ে নকল পণ্য জব্দ করা হয়েছে। জরিমানা করা হয়েছে একাধিক প্রতিষ্ঠানকে। ভোক্তা অধিকার সংরক্ষণ অধিদফতর জানিয়েছে, এ অভিযান অব্যাহত থাকবে। ক্রেতাদের সচেতন হওয়ার আহ্বান জানানো হয়েছে। পণ্য কেনার আগে মেয়াদ ও মান যাচাই করার পরামর্শ দিয়েছেন কর্মকর্তারা। ভেজাল পণ্যের বিরুদ্ধে অভিযান চালাচ্ছে ভ্রাম্যমাণ আদালত। বিভিন্ন বাজারে অভিযান চালিয়ে নকল পণ্য জব্দ করা হয়েছে। জরিমানা করা হয়েছে একাধিক প্রতিষ্ঠানকে। ভোক্তা অধিকার সংরক্ষণ অধিদফতর জানিয়েছে, এ অভিযান অব্যাহত থাকবে। ক্রেতাদের সচেতন হওয়ার আহ্বান জানানো হয়েছে। পণ্য কেনার আগে মেয়াদ ও মান যাচাই করার পরামর্শ দিয়েছেন কর্মকর্তারা। [382,57,460,235]
masthead [8,6,155,35]
notice-table-cell: বাজার-৩ [478,664,526,672]
article-title[interactable]: এই বইও চ্যালেঞ্জ [396,253,446,261]
